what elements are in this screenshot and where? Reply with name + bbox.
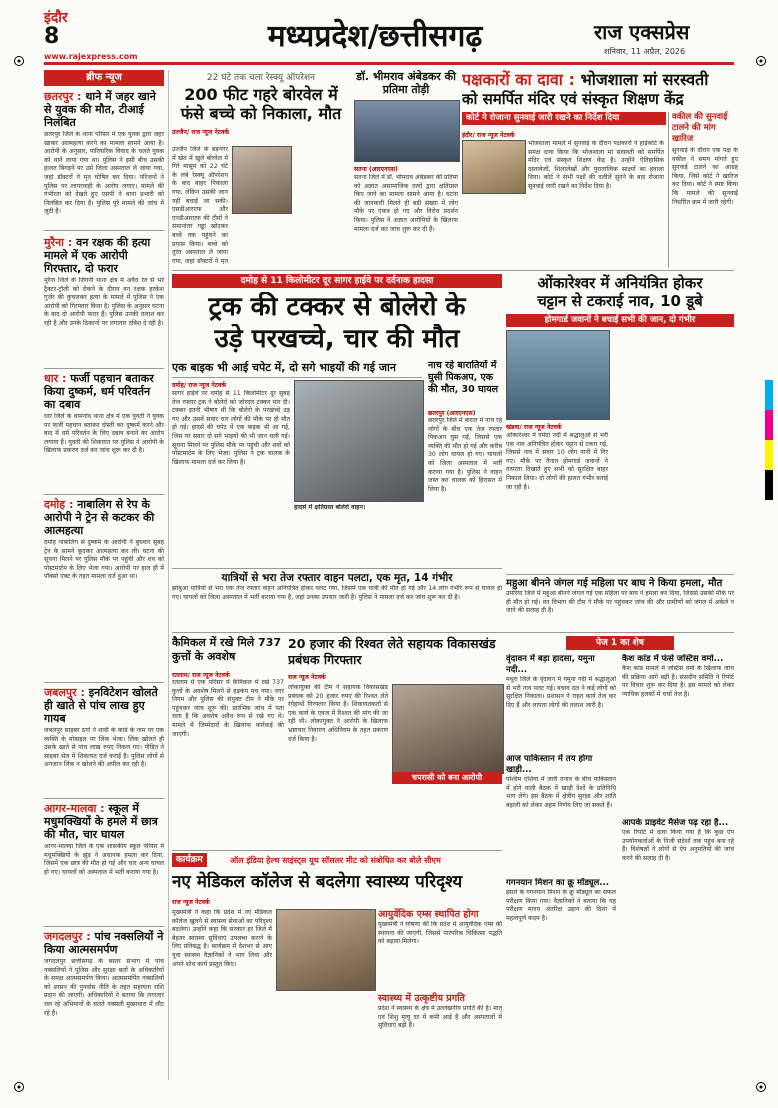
bribe-story — [288, 636, 502, 846]
registration-mark — [756, 56, 766, 66]
issue-date: शनिवार, 11 अप्रैल, 2026 — [604, 47, 686, 56]
story-subbar: कोर्ट ने रोजाना सुनवाई जारी रखने का निर्देश दिया — [462, 112, 666, 125]
bolero-wreck-photo — [294, 380, 424, 502]
brief-item — [44, 90, 164, 230]
brief-title: स्कूल में मधुमक्खियों के हमले में छात्र की मौत, चार घायल — [44, 802, 158, 841]
health-box — [378, 993, 502, 1079]
story-headline: 20 हजार की रिश्वत लेते सहायक विकासखंड प्रबंधक गिरफ्तार — [288, 636, 496, 667]
brief-place: आगर-मालवा : — [44, 802, 105, 815]
accused-photo — [392, 684, 504, 774]
photo-caption: चपरासी को बना आरोपी — [392, 772, 502, 784]
brief-news-header: ब्रीफ न्यूज — [44, 70, 164, 86]
masthead — [0, 0, 778, 68]
registration-mark — [756, 1082, 766, 1092]
brief-body: धार जिले के धामनोद थाना क्षेत्र में एक युवती ने युवक पर फर्जी पहचान बताकर दोस्ती कर दुष्कर्म करने और बाद में धर्म परिवर्तन के लिए दबाव बनाने का आरोप लगाया है। युवती की शिकायत पर पुलिस ने आरोपी के खिलाफ प्रकरण दर्ज कर जांच शुरू कर दी है। — [44, 413, 164, 455]
story-headline: नए मेडिकल कॉलेज से बदलेगा स्वास्थ्य परिदृश्य — [172, 872, 463, 892]
health-body: प्रदेश ने स्वास्थ्य के क्षेत्र में उल्लेखनीय प्रगति की है। मातृ एवं शिशु मृत्यु दर में कमी आई है और अस्पतालों में सुविधाएं बढ़ी हैं। — [378, 1005, 502, 1030]
ayush-body: मुख्यमंत्री ने घोषणा की कि प्रदेश में आयुर्वेदिक एम्स की स्थापना की जाएगी, जिससे पारंपरिक चिकित्सा पद्धति को बढ़ावा मिलेगा। — [378, 921, 502, 946]
story-kicker-text: ऑल इंडिया हेल्थ साइंस्ट्स यूथ सॉसलर मीट को संबोधित कर बोले सीएम — [230, 856, 441, 865]
brief-body: मुरैना जिले के जिगनी थाना क्षेत्र में अवैध रेत से भरे ट्रैक्टर-ट्रॉली को रोकने के दौरान वन रक्षक हरकेश गुर्जर की कुचलकर हत्या के मामले में पुलिस ने एक आरोपी को गिरफ्तार किया है। पुलिस के अनुसार घटना के बाद दो आरोपी फरार हैं। पुलिस उनकी तलाश कर रही है और उनके ठिकानों पर लगातार दबिश दे रही है। — [44, 277, 164, 327]
brief-place: धार : — [44, 372, 67, 385]
brief-body: दमोह नाबालिग से दुष्कर्म के आरोपी ने बुधवार सुबह ट्रेन के सामने कूदकर आत्महत्या कर ली। घटना की सूचना मिलने पर पुलिस मौके पर पहुंची और शव को पोस्टमार्टम के लिए भेजा गया। आरोपी पर हाल ही में पॉक्सो एक्ट के तहत मामला दर्ज हुआ था। — [44, 539, 164, 581]
continued-title: आपके प्राइवेट मैसेज पढ़ रहा है... — [622, 818, 729, 828]
story-body-cont — [294, 146, 350, 264]
continued-body: मथुरा जिले के वृंदावन में यमुना नदी में श्रद्धालुओं से भरी नाव पलट गई। बचाव दल ने कई लोगों को सुरक्षित निकाला। प्रशासन ने राहत कार्य तेज कर दिए हैं और लापता लोगों की तलाश जारी है। — [506, 676, 616, 709]
boat-photo — [506, 330, 610, 420]
page1-label: पेज 1 का शेष — [566, 636, 674, 650]
story-headline-1: भोजशाला मां सरस्वती — [580, 70, 709, 89]
pickup-body: छतरपुर जिले में बारात में नाच रहे लोगों के बीच एक तेज रफ्तार पिकअप घुस गई, जिससे एक व्यक्ति की मौत हो गई और करीब 30 लोग घायल हो गए। घायलों को जिला अस्पताल में भर्ती कराया गया है। पुलिस ने वाहन जब्त कर चालक को हिरासत में लिया है। — [428, 417, 502, 493]
story-kicker: 22 घंटे तक चला रेस्क्यू ऑपरेशन — [206, 73, 316, 83]
story-body-cont — [392, 788, 502, 844]
color-calibration-bar — [765, 380, 773, 500]
story-body-cont — [276, 993, 374, 1079]
story-subhead: एक बाइक भी आई चपेट में, दो सगे भाइयों की गई जान — [172, 360, 422, 378]
story-body: ओंकारेश्वर में नर्मदा नदी में श्रद्धालुओं से भरी एक नाव अनियंत्रित होकर चट्टान से टकरा गई, जिससे नाव में सवार 10 लोग पानी में गिर गए। मौके पर तैनात होमगार्ड जवानों ने तत्परता दिखाते हुए सभी को सुरक्षित बाहर निकाल लिया। दो लोगों की हालत गंभीर बताई जा रही है। — [506, 432, 608, 491]
brief-body: जगदलपुर छत्तीसगढ़ के बस्तर संभाग में पांच नक्सलियों ने पुलिस और सुरक्षा बलों के अधिकारियों के समक्ष आत्मसमर्पण किया। आत्मसमर्पित नक्सलियों को शासन की पुनर्वास नीति के तहत सहायता राशि प्रदान की जाएगी। अधिकारियों ने बताया कि लगातार चल रहे अभियानों के चलते नक्सली मुख्यधारा में लौट रहे हैं। — [44, 958, 164, 1017]
story-body: सतना जिले में डॉ. भीमराव अंबेडकर की प्रतिमा को अज्ञात असामाजिक तत्वों द्वारा क्षतिग्रस्त किए जाने का मामला सामने आया है। घटना की जानकारी मिलते ही बड़ी संख्या में लोग मौके पर एकत्र हो गए और विरोध प्रदर्शन किया। पुलिस ने अज्ञात आरोपियों के खिलाफ मामला दर्ज कर जांच शुरू कर दी है। — [354, 174, 458, 233]
ayush-title: आयुर्वेदिक एम्स स्थापित होगा — [378, 909, 479, 920]
brief-title: वन रक्षक की हत्या मामले में एक आरोपी गिरफ्तार, दो फरार — [44, 236, 151, 275]
photo-caption: हादसे में क्षतिग्रस्त बोलेरो वाहन। — [294, 504, 366, 511]
brief-title: थाने में जहर खाने से युवक की मौत, टीआई निलंबित — [44, 90, 156, 129]
omkareshwar-story — [506, 274, 734, 574]
ayush-box — [378, 909, 502, 989]
health-title: स्वास्थ्य में उत्कृष्टीय प्रगति — [378, 993, 465, 1004]
borewell-story — [172, 70, 350, 268]
lawyer-sidebar-title: वकील की सुनवाई टालने की मांग खारिज — [672, 112, 728, 144]
story-body-cont — [612, 330, 734, 570]
continued-item — [622, 654, 734, 814]
story-headline: कैमिकल में रखे मिले 737 कुत्तों के अवशेष — [172, 636, 282, 663]
mahua-story — [506, 574, 734, 631]
story-headline-1: ट्रक की टक्कर से बोलेरो के — [208, 292, 466, 322]
story-body: झाबुआ यात्रियों से भरा एक तेज रफ्तार वाहन अनियंत्रित होकर पलट गया, जिसमें एक यात्री की मौत हो गई और 14 लोग गंभीर रूप से घायल हो गए। घायलों को जिला अस्पताल में भर्ती कराया गया है, जहां उनका उपचार जारी है। पुलिस ने मामला दर्ज कर जांच शुरू कर दी है। — [172, 585, 502, 601]
continued-item — [506, 654, 616, 750]
page1-continued — [506, 636, 734, 1080]
continued-title: गगनयान मिशन का क्रू मॉड्यूल... — [506, 878, 609, 888]
medical-story — [172, 850, 502, 1081]
brief-place: दमोह : — [44, 498, 74, 511]
pickup-sidebar — [428, 360, 502, 564]
story-kicker: पक्षकारों का दावा : — [462, 70, 575, 89]
story-headline-2: को समर्पित मंदिर एवं संस्कृत शिक्षण केंद्र — [462, 90, 684, 108]
city-label: इंदौर — [44, 10, 68, 26]
continued-body: कैश कांड मामले में जस्टिस वर्मा के खिलाफ जांच की प्रक्रिया आगे बढ़ी है। संसदीय समिति ने रिपोर्ट पर विचार शुरू कर दिया है। इस मामले को लेकर न्यायिक हलकों में चर्चा तेज है। — [622, 665, 734, 698]
brief-title: फर्जी पहचान बताकर किया दुष्कर्म, धर्म परिवर्तन का दबाव — [44, 372, 154, 411]
page-number: 8 — [44, 24, 60, 49]
brand-logo: राज एक्सप्रेस — [594, 20, 690, 44]
lawyer-sidebar-body: सुनवाई के दौरान एक पक्ष के वकील ने समय मांगते हुए सुनवाई टालने का आग्रह किया, जिसे कोर्ट ने खारिज कर दिया। कोर्ट ने स्पष्ट किया कि मामले की सुनवाई निर्धारित क्रम में जारी रहेगी। — [672, 147, 738, 206]
story-headline: यात्रियों से भरा तेज रफ्तार वाहन पलटा, एक मृत, 14 गंभीर — [221, 572, 453, 584]
brief-place: जगदलपुर : — [44, 930, 91, 943]
brief-title: नाबालिग से रेप के आरोपी ने ट्रेन से कटकर की आत्महत्या — [44, 498, 155, 537]
story-byline: रतलाम/ राज न्यूज नेटवर्क — [172, 672, 230, 679]
brief-news-sidebar — [44, 70, 164, 1080]
child-photo — [232, 146, 292, 214]
story-byline: सतना (आरएनएस) — [354, 166, 398, 173]
story-headline: 200 फीट गहरे बोरवेल में फंसे बच्चे को निकाला, मौत — [180, 85, 342, 123]
brief-body: आगर-मालवा जिले के एक शासकीय स्कूल परिसर में मधुमक्खियों के झुंड ने अचानक हमला कर दिया, जिसमें एक छात्र की मौत हो गई और चार अन्य घायल हो गए। घायलों को अस्पताल में भर्ती कराया गया है। — [44, 843, 164, 876]
brief-place: जबलपुर : — [44, 686, 85, 699]
story-body: रतलाम में एक परिसर में कैमिकल में रखे 737 कुत्तों के अवशेष मिलने से हड़कंप मच गया। नगर निगम और पुलिस की संयुक्त टीम ने मौके पर पहुंचकर जांच शुरू की। प्रारंभिक जांच में पता चला है कि अवशेष अवैध रूप से रखे गए थे। मामले में जिम्मेदारों के खिलाफ कार्रवाई की जाएगी। — [172, 679, 284, 738]
brief-item — [44, 686, 164, 794]
accident-story — [172, 274, 502, 564]
continued-item — [506, 878, 616, 1080]
continued-item — [622, 818, 734, 1080]
website-link[interactable]: www.rajexpress.com — [44, 52, 138, 61]
continued-title: कैश कांड में फंसे जस्टिस वर्मा... — [622, 654, 724, 664]
story-headline-1: ओंकारेश्वर में अनियंत्रित होकर — [537, 274, 703, 292]
story-headline-2: उड़े परखच्चे, चार की मौत — [214, 324, 460, 354]
story-body: उज्जैन जिले के बड़नगर में खेत में खुले बोरवेल में गिरे मासूम को 22 घंटे के लंबे रेस्क्यू ऑपरेशन के बाद बाहर निकाला गया, लेकिन उसकी जान नहीं बचाई जा सकी। एसडीआरएफ और एनडीआरएफ की टीमों ने समानांतर गड्ढा खोदकर बच्चे तक पहुंचने का प्रयास किया। बच्चे को तुरंत अस्पताल ले जाया गया, जहां डॉक्टरों ने मृत — [172, 146, 228, 264]
page-title: मध्यप्रदेश/छत्तीसगढ़ — [267, 19, 483, 54]
pickup-title: नाच रहे बारातियों में घुसी पिकअप, एक की मौत, 30 घायल — [428, 360, 499, 395]
continued-title: वृंदावन में बड़ा हादसा, यमुना नदी... — [506, 654, 595, 675]
brief-item — [44, 802, 164, 922]
ambedkar-story — [354, 70, 458, 268]
brief-item — [44, 930, 164, 1080]
story-byline: दमोह/ राज न्यूज नेटवर्क — [172, 382, 227, 389]
story-body: लोकायुक्त की टीम ने सहायक विकासखंड प्रबंधक को 20 हजार रुपए की रिश्वत लेते रंगेहाथों गिरफ्तार किया है। शिकायतकर्ता से एक कार्य के एवज में रिश्वत की मांग की जा रही थी। लोकायुक्त ने आरोपी के खिलाफ भ्रष्टाचार निवारण अधिनियम के तहत प्रकरण दर्ज किया है। — [288, 684, 388, 743]
bhojshala-photo — [462, 140, 526, 194]
story-kicker: दमोह से 11 किलोमीटर दूर सागर हाईवे पर दर्दनाक हादसा — [172, 274, 502, 288]
story-body: सागर हाईवे पर दमोह से 11 किलोमीटर दूर सुबह तेज रफ्तार ट्रक ने बोलेरो को जोरदार टक्कर मार दी। टक्कर इतनी भीषण थी कि बोलेरो के परखच्चे उड़ गए और उसमें सवार चार लोगों की मौके पर ही मौत हो गई। हादसे की चपेट में एक बाइक भी आ गई, जिस पर सवार दो सगे भाइयों की भी जान चली गई। सूचना मिलने पर पुलिस मौके पर पहुंची और शवों को पोस्टमार्टम के लिए भेजा। पुलिस ने ट्रक चालक के खिलाफ मामला दर्ज कर लिया है। — [172, 390, 290, 466]
cm-photo — [276, 909, 376, 991]
lawyer-sidebar — [668, 112, 738, 268]
brief-title: पांच नक्सलियों ने किया आत्मसमर्पण — [44, 930, 164, 956]
bhojshala-story — [462, 70, 738, 268]
story-headline: महुआ बीनने जंगल गई महिला पर बाघ ने किया हमला, मौत — [506, 578, 723, 589]
registration-mark — [14, 56, 24, 66]
story-byline: इंदौर/ राज न्यूज नेटवर्क — [462, 132, 515, 139]
brief-item — [44, 372, 164, 492]
story-byline: राज न्यूज नेटवर्क — [288, 674, 326, 681]
statue-photo — [354, 100, 460, 162]
registration-mark — [14, 1082, 24, 1092]
brief-place: मुरैना : — [44, 236, 73, 249]
continued-title: आज पाकिस्तान में तय होगा खाड़ी... — [506, 754, 593, 775]
pickup-byline: छतरपुर (आरएनएस) — [428, 410, 476, 417]
story-body: उमरिया जिले में महुआ बीनने जंगल गई एक महिला पर बाघ ने हमला कर दिया, जिससे उसकी मौके पर ही मौत हो गई। वन विभाग की टीम ने मौके पर पहुंचकर जांच की और ग्रामीणों को जंगल में अकेले न जाने की सलाह दी है। — [506, 590, 734, 615]
brief-item — [44, 498, 164, 658]
story-headline-2: चट्टान से टकराई नाव, 10 डूबे — [537, 292, 703, 310]
brief-item — [44, 236, 164, 366]
bus-story — [172, 568, 502, 629]
story-body: मुख्यमंत्री ने कहा कि प्रदेश में नए मेडिकल कॉलेज खुलने से स्वास्थ्य सेवाओं का परिदृश्य बदलेगा। उन्होंने कहा कि सरकार हर जिले में बेहतर स्वास्थ्य सुविधाएं उपलब्ध कराने के लिए प्रतिबद्ध है। कार्यक्रम में देशभर से आए युवा स्वास्थ्य वैज्ञानिकों ने भाग लिया और अपने शोध कार्य प्रस्तुत किए। — [172, 909, 272, 968]
continued-body: पश्चिम एशिया में जारी तनाव के बीच पाकिस्तान में होने वाली बैठक में खाड़ी देशों के प्रतिनिधि भाग लेंगे। इस बैठक में क्षेत्रीय सुरक्षा और शांति बहाली को लेकर अहम निर्णय लिए जा सकते हैं। — [506, 776, 616, 809]
brief-body: छतरपुर जिले के थाना परिसर में एक युवक द्वारा जहर खाकर आत्महत्या करने का मामला सामने आया है। आरोपी के अनुसार, पारिवारिक विवाद के चलते युवक को थाने लाया गया था। पुलिस ने इसी बीच उसकी हालत बिगड़ने पर उसे जिला अस्पताल ले जाया गया, जहां डॉक्टरों ने मृत घोषित कर दिया। परिजनों ने पुलिस पर लापरवाही के आरोप लगाए। मामले की गंभीरता को देखते हुए एसपी ने थाना प्रभारी को निलंबित कर दिया है। पुलिस पूरे मामले की जांच में जुटी है। — [44, 131, 164, 216]
brief-title: इनविटेशन खोलते ही खाते से पांच लाख हुए गायब — [44, 686, 158, 725]
brief-place: छतरपुर : — [44, 90, 82, 103]
story-subbar: होमगार्ड जवानों ने बचाई सभी की जान, दो गंभीर — [506, 314, 734, 327]
story-kicker: कार्यक्रम — [172, 853, 207, 867]
brief-body: जबलपुर साइबर ठगों ने शादी के कार्ड के नाम पर एक व्यक्ति के मोबाइल पर लिंक भेजा। लिंक खोलते ही उसके खाते से पांच लाख रुपए निकल गए। पीड़ित ने साइबर सेल में शिकायत दर्ज कराई है। पुलिस लोगों से अनजान लिंक न खोलने की अपील कर रही है। — [44, 727, 164, 769]
story-byline: राज न्यूज नेटवर्क — [172, 899, 210, 906]
story-body: भोजशाला मामले में सुनवाई के दौरान पक्षकारों ने हाईकोर्ट के समक्ष दावा किया कि भोजशाला मां सरस्वती को समर्पित मंदिर एवं संस्कृत शिक्षण केंद्र है। उन्होंने ऐतिहासिक दस्तावेजों, शिलालेखों और पुरातात्विक साक्ष्यों का हवाला दिया। कोर्ट ने सभी पक्षों की दलीलें सुनने के बाद रोजाना सुनवाई जारी रखने का निर्देश दिया है। — [528, 140, 664, 190]
story-headline: डॉ. भीमराव अंबेडकर की प्रतिमा तोड़ी — [356, 70, 456, 96]
continued-body: एक रिपोर्ट में दावा किया गया है कि कुछ ऐप उपयोगकर्ताओं के निजी संदेशों तक पहुंच बना रहे हैं। विशेषज्ञों ने लोगों से ऐप अनुमतियों की जांच करने की सलाह दी है। — [622, 829, 734, 862]
continued-body: इसरो के गगनयान मिशन के क्रू मॉड्यूल का सफल परीक्षण किया गया। वैज्ञानिकों ने बताया कि यह परीक्षण मानव अंतरिक्ष उड़ान की दिशा में महत्वपूर्ण कदम है। — [506, 889, 616, 922]
dogs-story — [172, 636, 284, 846]
continued-item — [506, 754, 616, 874]
story-byline: उज्जैन/ राज न्यूज नेटवर्क — [172, 129, 230, 136]
story-byline: खंडवा/ राज न्यूज नेटवर्क — [506, 424, 562, 431]
